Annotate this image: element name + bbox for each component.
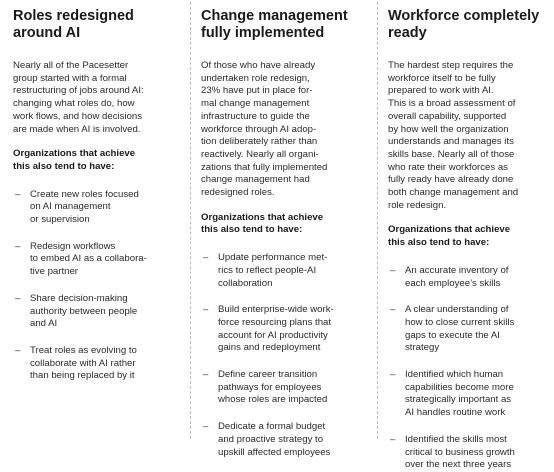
list-item-text: Identified which human capabilities become more strategically important as AI handles routine work — [405, 369, 514, 419]
column-heading: Change management fully implemented — [201, 8, 348, 41]
list-item-text: Build enterprise-wide work- force resourcing plans that account for AI productivity gains and redeployment — [218, 304, 334, 354]
list-item — [388, 304, 550, 355]
column-change-management — [188, 0, 375, 458]
list-item-text: Share decision-making authority between people and AI — [30, 292, 138, 330]
column-intro: Of those who have already undertaken role redesign, 23% have put in place for- mal change management infrastructure to guide the workforce through AI adop- tion deliberately rather than reactively. Nearly all organi- zations that fully implemented change management had redesigned roles. — [201, 60, 328, 199]
list-item — [201, 304, 369, 355]
column-subheading: Organizations that achieve this also tend to have: — [388, 224, 511, 249]
list-item — [201, 369, 369, 407]
dash-marker: – — [15, 188, 21, 200]
list-item-text: A clear understanding of how to close current skills gaps to execute the AI strategy — [405, 304, 515, 354]
column-workforce-ready — [375, 0, 554, 471]
dash-marker: – — [390, 304, 396, 316]
dash-marker: – — [390, 264, 396, 276]
column-roles-redesigned — [0, 0, 188, 447]
column-intro: Nearly all of the Pacesetter group started with a formal restructuring of jobs around AI: changing what roles do, how work flows, and how decisions are made when AI is involved. — [13, 60, 144, 135]
list-item — [201, 252, 369, 290]
list-item — [388, 434, 550, 472]
list-item-text: Identified the skills most critical to business growth over the next three years — [405, 433, 515, 471]
list-item — [13, 345, 182, 383]
list-item — [201, 421, 369, 459]
list-item — [13, 189, 182, 227]
list-item — [388, 265, 550, 290]
dash-marker: – — [203, 304, 209, 316]
dash-marker: – — [15, 240, 21, 252]
list-item — [13, 241, 182, 279]
list-item-text: Create new roles focused on AI management or supervision — [30, 188, 139, 226]
column-heading: Roles redesigned around AI — [13, 8, 134, 41]
list-item-text: Dedicate a formal budget and proactive strategy to upskill affected employees — [218, 421, 331, 458]
list-item-text: An accurate inventory of each employee’s skills — [405, 264, 509, 289]
dash-marker: – — [390, 433, 396, 445]
list-item-text: Treat roles as evolving to collaborate with AI rather than being replaced by it — [30, 344, 137, 382]
dash-marker: – — [390, 369, 396, 381]
column-subheading: Organizations that achieve this also tend to have: — [201, 211, 324, 236]
list-item-text: Define career transition pathways for employees whose roles are impacted — [218, 369, 328, 406]
bullet-list — [13, 189, 182, 383]
list-item — [13, 293, 182, 331]
list-item — [388, 369, 550, 420]
column-heading: Workforce completely ready — [388, 8, 540, 41]
dash-marker: – — [203, 421, 209, 433]
dash-marker: – — [203, 252, 209, 264]
column-intro: The hardest step requires the workforce itself to be fully prepared to work with AI. This is a broad assessment of overall capability, supported by how well the organization understands and manages its skills base. Nearly all of those who rate their workforces as fully ready have already done both change management and role redesign. — [388, 60, 519, 211]
dash-marker: – — [15, 292, 21, 304]
list-item-text: Redesign workflows to embed AI as a collabora- tive partner — [30, 240, 147, 278]
bullet-list — [388, 265, 550, 472]
list-item-text: Update performance met- rics to reflect people-AI collaboration — [218, 252, 328, 289]
bullet-list — [201, 252, 369, 459]
dash-marker: – — [203, 369, 209, 381]
column-subheading: Organizations that achieve this also tend to have: — [13, 148, 136, 172]
dash-marker: – — [15, 344, 21, 356]
